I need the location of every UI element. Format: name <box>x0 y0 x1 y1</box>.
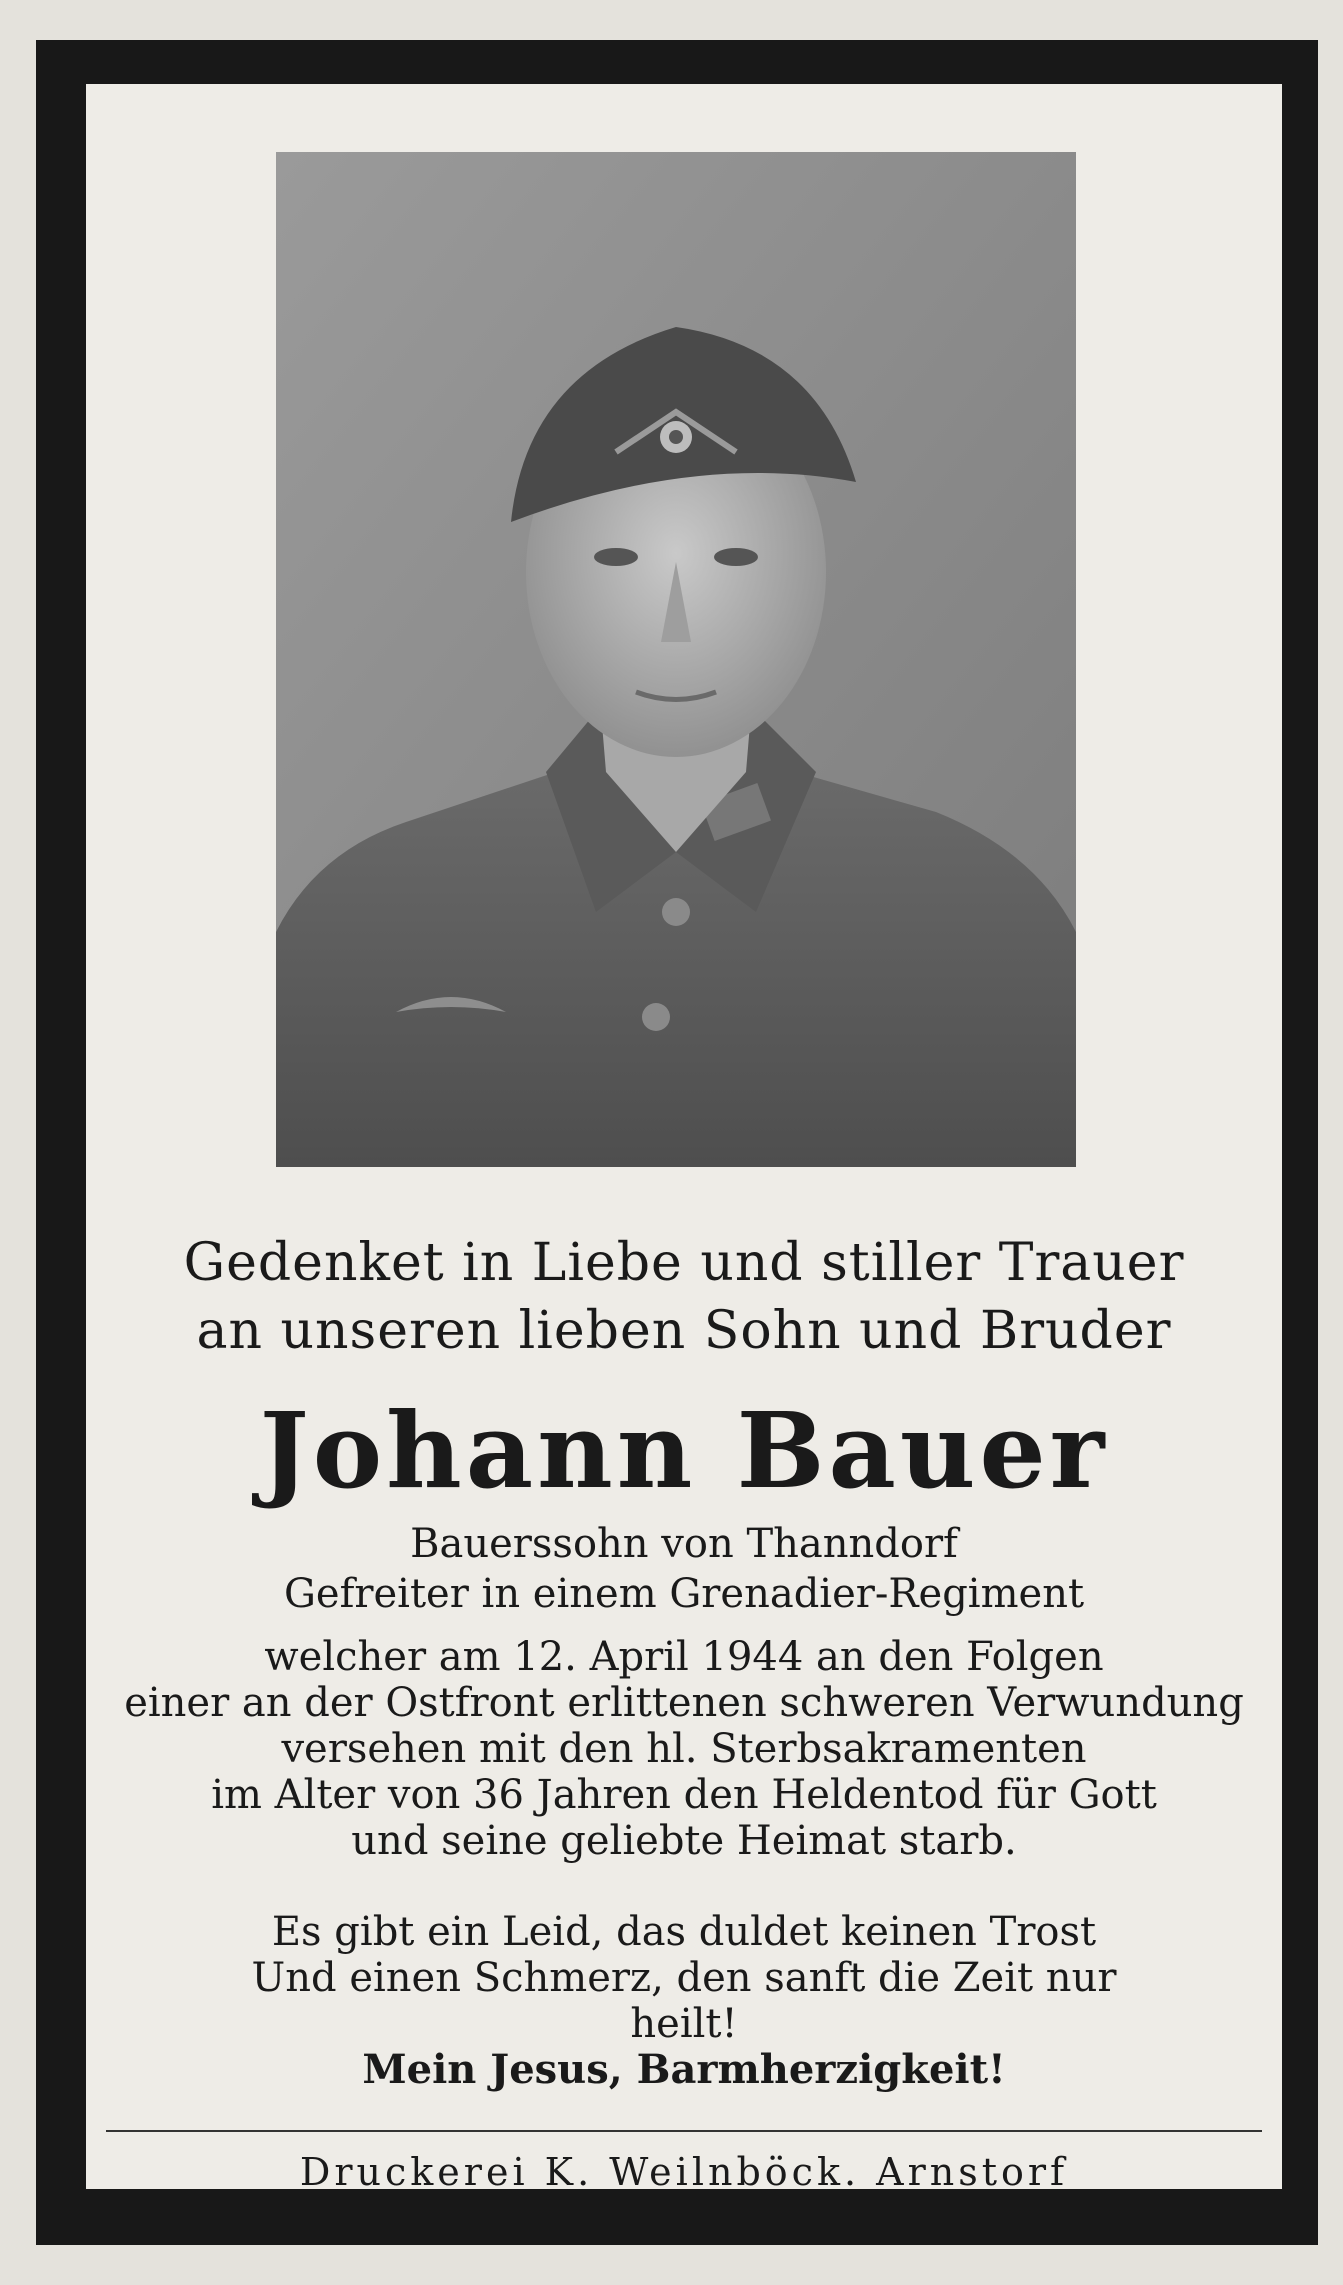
verse-closing-line: Mein Jesus, Barmherzigkeit! <box>362 2046 1006 2093</box>
deceased-name: Johann Bauer <box>259 1389 1109 1512</box>
card-paper <box>86 84 1282 2194</box>
intro-lines <box>86 1229 1282 1365</box>
memorial-verse <box>86 1909 1282 2093</box>
rank-line: Bauerssohn von Thanndorf <box>410 1521 958 1567</box>
death-line: versehen mit den hl. Sterbsakramenten <box>281 1726 1087 1772</box>
rank-line: Gefreiter in einem Grenadier-Regiment <box>283 1571 1085 1617</box>
rank-lines <box>86 1519 1282 1619</box>
portrait-photo <box>276 152 1076 1167</box>
death-line: und seine geliebte Heimat starb. <box>351 1818 1017 1864</box>
printer-credit: Druckerei K. Weilnböck. Arnstorf <box>299 2150 1069 2194</box>
verse-line: Es gibt ein Leid, das duldet keinen Trost <box>271 1909 1097 1955</box>
intro-line: Gedenket in Liebe und stiller Trauer <box>183 1233 1185 1293</box>
intro-line: an unseren lieben Sohn und Bruder <box>196 1301 1172 1361</box>
death-notice <box>86 1634 1282 1864</box>
verse-line: heilt! <box>630 2001 738 2047</box>
death-line: einer an der Ostfront erlittenen schweren Verwundung <box>124 1680 1244 1726</box>
verse-line: Und einen Schmerz, den sanft die Zeit nur <box>251 1955 1117 2001</box>
memorial-card <box>36 40 1318 2245</box>
soldier-portrait-image <box>276 152 1076 1167</box>
divider <box>106 2130 1262 2132</box>
death-line: im Alter von 36 Jahren den Heldentod für Gott <box>211 1772 1157 1818</box>
death-line: welcher am 12. April 1944 an den Folgen <box>264 1634 1104 1680</box>
